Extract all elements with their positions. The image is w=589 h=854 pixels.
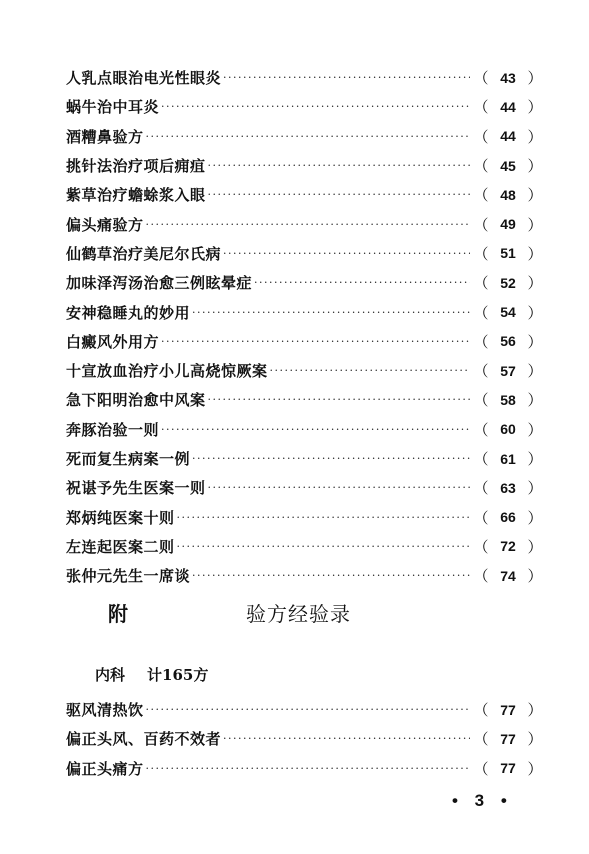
toc-entry-page: 48: [500, 186, 516, 203]
open-bracket: （: [473, 479, 489, 498]
toc-leader-dots: [208, 393, 470, 406]
toc-entry-page: 49: [500, 216, 516, 233]
toc-entry[interactable]: [66, 327, 544, 356]
close-bracket: ）: [527, 215, 543, 234]
open-bracket: （: [473, 244, 489, 263]
toc-entry[interactable]: [66, 532, 544, 561]
toc-entry-page: 44: [500, 98, 516, 115]
toc-leader-dots: [192, 452, 470, 465]
toc-leader-dots: [254, 276, 470, 289]
close-bracket: ）: [527, 391, 543, 410]
toc-entry-page: 44: [500, 128, 516, 145]
toc-leader-dots: [177, 540, 470, 553]
toc-leader-dots: [177, 511, 470, 524]
close-bracket: ）: [527, 127, 543, 146]
toc-entry-title: 驱风清热饮: [66, 701, 144, 720]
close-bracket: ）: [527, 701, 543, 720]
close-bracket: ）: [527, 567, 543, 586]
close-bracket: ）: [527, 244, 543, 263]
close-bracket: ）: [527, 362, 543, 381]
toc-leader-dots: [223, 247, 470, 260]
toc-entry-title: 左连起医案二则: [66, 537, 175, 556]
toc-entry-page: 77: [500, 760, 516, 777]
toc-entry[interactable]: [66, 444, 544, 473]
page-number: • 3 •: [452, 791, 513, 810]
toc-leader-dots: [270, 364, 470, 377]
toc-entry[interactable]: [66, 695, 544, 724]
toc-leader-dots: [208, 481, 470, 494]
open-bracket: （: [473, 303, 489, 322]
toc-entry-title: 酒糟鼻验方: [66, 127, 144, 146]
close-bracket: ）: [527, 332, 543, 351]
toc-entry[interactable]: [66, 754, 544, 783]
open-bracket: （: [473, 567, 489, 586]
open-bracket: （: [473, 537, 489, 556]
open-bracket: （: [473, 759, 489, 778]
section-contents: [66, 695, 544, 783]
toc-entry[interactable]: [66, 180, 544, 209]
open-bracket: （: [473, 157, 489, 176]
close-bracket: ）: [527, 730, 543, 749]
close-bracket: ）: [527, 157, 543, 176]
open-bracket: （: [473, 98, 489, 117]
toc-entry-page: 57: [500, 362, 516, 379]
toc-entry-title: 十宣放血治疗小儿高烧惊厥案: [66, 362, 268, 381]
open-bracket: （: [473, 69, 489, 88]
open-bracket: （: [473, 362, 489, 381]
toc-entry-title: 挑针法治疗项后痈疽: [66, 157, 206, 176]
toc-entry-page: 63: [500, 479, 516, 496]
open-bracket: （: [473, 450, 489, 468]
toc-entry-title: 安神稳睡丸的妙用: [66, 303, 191, 322]
toc-entry-title: 白癜风外用方: [66, 332, 160, 351]
toc-leader-dots: [208, 188, 470, 201]
close-bracket: ）: [527, 537, 543, 556]
open-bracket: （: [473, 215, 489, 234]
open-bracket: （: [473, 701, 489, 720]
toc-leader-dots: [161, 335, 470, 348]
toc-leader-dots: [161, 100, 470, 113]
toc-leader-dots: [208, 159, 470, 172]
open-bracket: （: [473, 127, 489, 146]
toc-leader-dots: [223, 732, 470, 745]
section-name: 内科: [95, 666, 126, 684]
toc-entry[interactable]: [66, 724, 544, 753]
toc-entry-page: 77: [500, 730, 516, 747]
toc-entry[interactable]: [66, 122, 544, 151]
toc-entry-title: 偏正头痛方: [66, 759, 144, 778]
section-heading: [95, 664, 208, 685]
open-bracket: （: [473, 391, 489, 410]
toc-entry-title: 蜗牛治中耳炎: [66, 98, 160, 117]
appendix-label: 附: [108, 602, 128, 626]
toc-entry-page: 74: [500, 567, 516, 584]
close-bracket: ）: [527, 508, 543, 527]
toc-entry[interactable]: [66, 502, 544, 531]
toc-leader-dots: [146, 703, 470, 716]
close-bracket: ）: [527, 303, 543, 322]
toc-entry-title: 张仲元先生一席谈: [66, 567, 191, 586]
section-count: 计165方: [147, 666, 209, 684]
close-bracket: ）: [527, 274, 543, 293]
toc-entry-title: 急下阳明治愈中风案: [66, 391, 206, 410]
open-bracket: （: [473, 730, 489, 749]
toc-entry-title: 加味泽泻汤治愈三例眩晕症: [66, 274, 253, 293]
toc-entry[interactable]: [66, 415, 544, 444]
close-bracket: ）: [527, 479, 543, 498]
toc-entry[interactable]: [66, 209, 544, 238]
toc-entry-page: 56: [500, 333, 516, 350]
toc-entry[interactable]: [66, 92, 544, 121]
toc-leader-dots: [146, 218, 470, 231]
toc-entry-page: 43: [500, 69, 516, 86]
close-bracket: ）: [527, 420, 543, 439]
toc-entry[interactable]: [66, 561, 544, 590]
toc-entry-page: 61: [500, 450, 516, 467]
toc-entry[interactable]: [66, 239, 544, 268]
toc-entry-title: 紫草治疗蟾蜍浆入眼: [66, 186, 206, 205]
toc-entry[interactable]: [66, 473, 544, 502]
toc-leader-dots: [161, 423, 470, 436]
toc-leader-dots: [223, 71, 470, 84]
open-bracket: （: [473, 332, 489, 351]
toc-entry-title: 奔豚治验一则: [66, 420, 160, 439]
toc-entry-page: 77: [500, 701, 516, 718]
toc-entry-page: 52: [500, 274, 516, 291]
close-bracket: ）: [527, 450, 543, 468]
close-bracket: ）: [527, 186, 543, 205]
close-bracket: ）: [527, 759, 543, 778]
open-bracket: （: [473, 274, 489, 293]
toc-leader-dots: [146, 130, 470, 143]
toc-entry-page: 51: [500, 245, 516, 262]
toc-entry[interactable]: [66, 63, 544, 92]
toc-entry-page: 45: [500, 157, 516, 174]
open-bracket: （: [473, 508, 489, 527]
toc-entry-title: 仙鹤草治疗美尼尔氏病: [66, 244, 222, 263]
toc-entry[interactable]: [66, 151, 544, 180]
toc-entry-page: 60: [500, 421, 516, 438]
open-bracket: （: [473, 186, 489, 205]
toc-leader-dots: [192, 306, 470, 319]
toc-leader-dots: [192, 569, 470, 582]
toc-entry-page: 72: [500, 538, 516, 555]
toc-leader-dots: [146, 762, 470, 775]
table-of-contents: [66, 63, 544, 590]
toc-entry[interactable]: [66, 268, 544, 297]
toc-entry-page: 66: [500, 509, 516, 526]
toc-entry-title: 偏头痛验方: [66, 215, 144, 234]
toc-entry-title: 偏正头风、百药不效者: [66, 730, 222, 749]
close-bracket: ）: [527, 69, 543, 88]
appendix-title: 验方经验录: [246, 602, 351, 626]
toc-entry[interactable]: [66, 385, 544, 414]
toc-entry-title: 人乳点眼治电光性眼炎: [66, 69, 222, 88]
toc-entry[interactable]: [66, 356, 544, 385]
toc-entry-page: 58: [500, 391, 516, 408]
toc-entry[interactable]: [66, 297, 544, 326]
close-bracket: ）: [527, 98, 543, 117]
toc-entry-page: 54: [500, 304, 516, 321]
toc-entry-title: 郑炳纯医案十则: [66, 508, 175, 527]
toc-entry-title: 祝谌予先生医案一则: [66, 479, 206, 498]
open-bracket: （: [473, 420, 489, 439]
toc-entry-title: 死而复生病案一例: [66, 450, 191, 468]
